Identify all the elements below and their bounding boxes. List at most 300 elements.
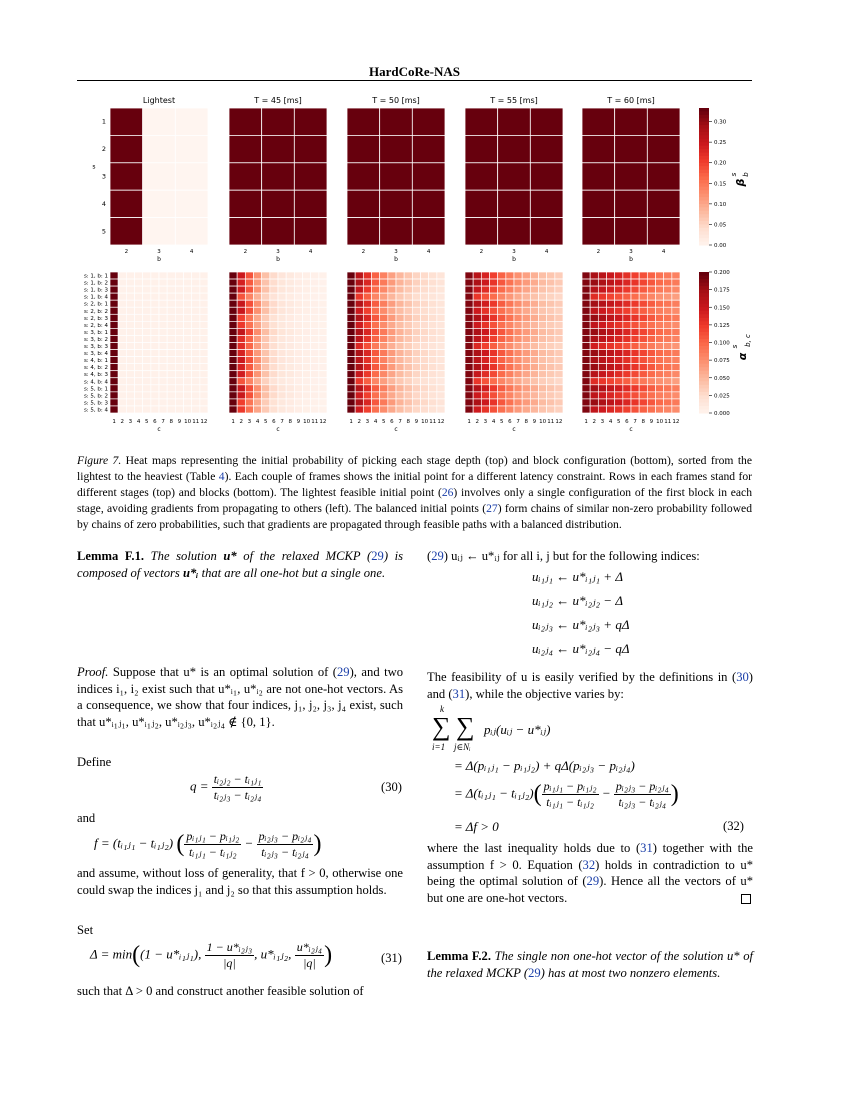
heatmap-cell bbox=[429, 364, 437, 371]
heatmap-cell bbox=[522, 385, 530, 392]
conclusion-paragraph bbox=[427, 840, 753, 906]
heatmap-cell bbox=[506, 293, 514, 300]
heatmap-cell bbox=[539, 300, 547, 307]
heatmap-cell bbox=[245, 343, 253, 350]
colorbar-segment bbox=[699, 108, 709, 112]
y-tick-label: s: 5, b: 1 bbox=[83, 386, 108, 393]
ref-table-4[interactable]: 4 bbox=[218, 470, 225, 483]
heatmap-cell bbox=[547, 286, 555, 293]
heatmap-cell bbox=[656, 307, 664, 314]
heatmap-cell bbox=[429, 399, 437, 406]
heatmap-cell bbox=[547, 364, 555, 371]
heatmap-cell bbox=[355, 378, 363, 385]
fraction bbox=[205, 940, 255, 971]
heatmap-cell bbox=[672, 335, 680, 342]
heatmap-cell bbox=[615, 343, 623, 350]
heatmap-cell bbox=[319, 406, 327, 413]
heatmap-cell bbox=[159, 350, 167, 357]
heatmap-cell bbox=[514, 364, 522, 371]
heatmap-cell bbox=[547, 321, 555, 328]
heatmap-cell bbox=[167, 279, 175, 286]
heatmap-cell bbox=[347, 279, 355, 286]
heatmap-cell bbox=[380, 406, 388, 413]
ref-eq-31[interactable]: 31 bbox=[640, 841, 653, 855]
heatmap-cell bbox=[380, 392, 388, 399]
heatmap-cell bbox=[547, 378, 555, 385]
heatmap-cell bbox=[143, 314, 151, 321]
lemma-title: Lemma F.2. bbox=[427, 949, 492, 963]
heatmap-cell bbox=[598, 293, 606, 300]
heatmap-cell bbox=[672, 399, 680, 406]
heatmap-cell bbox=[530, 314, 538, 321]
heatmap-cell bbox=[278, 307, 286, 314]
heatmap-cell bbox=[514, 357, 522, 364]
heatmap-cell bbox=[590, 321, 598, 328]
heatmap-cell bbox=[656, 328, 664, 335]
heatmap-cell bbox=[245, 392, 253, 399]
heatmap-cell bbox=[286, 335, 294, 342]
ref-eq-27[interactable]: 27 bbox=[486, 502, 498, 515]
x-axis-label: b bbox=[276, 256, 280, 263]
ref-eq-29[interactable]: 29 bbox=[371, 549, 384, 563]
eq-number-32: (32) bbox=[723, 819, 744, 833]
heatmap-cell bbox=[672, 343, 680, 350]
heatmap-cell bbox=[262, 135, 295, 162]
heatmap-cell bbox=[396, 300, 404, 307]
heatmap-cell bbox=[514, 378, 522, 385]
colorbar-segment bbox=[699, 190, 709, 194]
heatmap-cell bbox=[490, 406, 498, 413]
heatmap-cell bbox=[278, 328, 286, 335]
heatmap-cell bbox=[151, 378, 159, 385]
heatmap-cell bbox=[380, 190, 413, 217]
x-tick-label: 2 bbox=[124, 249, 129, 255]
heatmap-cell bbox=[347, 335, 355, 342]
heatmap-cell bbox=[590, 328, 598, 335]
heatmap-cell bbox=[135, 272, 143, 279]
heatmap-cell bbox=[473, 272, 481, 279]
colorbar-segment bbox=[699, 318, 709, 322]
y-tick-label: 2 bbox=[101, 145, 106, 154]
heatmap-cell bbox=[254, 364, 262, 371]
heatmap-cell bbox=[229, 218, 262, 245]
heatmap-cell bbox=[522, 307, 530, 314]
heatmap-cell bbox=[126, 406, 134, 413]
heatmap-cell bbox=[245, 272, 253, 279]
heatmap-cell bbox=[582, 163, 615, 190]
heatmap-cell bbox=[664, 406, 672, 413]
heatmap-cell bbox=[175, 335, 183, 342]
colorbar-tick-label: 0.15 bbox=[714, 181, 727, 188]
heatmap-cell bbox=[539, 328, 547, 335]
heatmap-cell bbox=[143, 293, 151, 300]
heatmap-cell bbox=[522, 371, 530, 378]
heatmap-cell bbox=[118, 385, 126, 392]
heatmap-cell bbox=[319, 293, 327, 300]
heatmap-cell bbox=[639, 385, 647, 392]
heatmap-cell bbox=[151, 335, 159, 342]
heatmap-cell bbox=[514, 371, 522, 378]
heatmap-cell bbox=[135, 307, 143, 314]
heatmap-cell bbox=[530, 392, 538, 399]
heatmap-cell bbox=[311, 399, 319, 406]
colorbar-segment bbox=[699, 325, 709, 329]
x-axis-label: c bbox=[629, 426, 633, 433]
heatmap-cell bbox=[167, 272, 175, 279]
heatmap-cell bbox=[229, 321, 237, 328]
colorbar-tick-label: 0.050 bbox=[714, 375, 730, 382]
heatmap-cell bbox=[631, 350, 639, 357]
y-axis-label: s bbox=[92, 163, 96, 171]
heatmap-cell bbox=[159, 328, 167, 335]
heatmap-cell bbox=[582, 378, 590, 385]
heatmap-cell bbox=[245, 357, 253, 364]
heatmap-cell bbox=[530, 399, 538, 406]
eq-lhs: Δ = min bbox=[90, 946, 133, 962]
heatmap-cell bbox=[254, 286, 262, 293]
colorbar-segment bbox=[699, 290, 709, 294]
heatmap-cell bbox=[631, 286, 639, 293]
heatmap-cell bbox=[664, 321, 672, 328]
heatmap-cell bbox=[615, 328, 623, 335]
heatmap-cell bbox=[311, 335, 319, 342]
heatmap-cell bbox=[294, 314, 302, 321]
heatmap-cell bbox=[429, 300, 437, 307]
colorbar-segment bbox=[699, 283, 709, 287]
ref-eq-30[interactable]: 30 bbox=[736, 670, 749, 684]
heatmap-cell bbox=[547, 385, 555, 392]
heatmap-cell bbox=[278, 378, 286, 385]
heatmap-cell bbox=[514, 399, 522, 406]
heatmap-cell bbox=[672, 385, 680, 392]
heatmap-cell bbox=[229, 406, 237, 413]
heatmap-cell bbox=[388, 300, 396, 307]
x-tick-label: 9 bbox=[296, 419, 301, 425]
heatmap-cell bbox=[278, 399, 286, 406]
heatmap-cell bbox=[539, 371, 547, 378]
heatmap-cell bbox=[481, 335, 489, 342]
colorbar-label: α bbox=[736, 352, 749, 361]
heatmap-cell bbox=[380, 399, 388, 406]
colorbar-segment bbox=[699, 293, 709, 297]
x-tick-label: 4 bbox=[308, 249, 313, 255]
heatmap-cell bbox=[192, 378, 200, 385]
heatmap-cell bbox=[229, 385, 237, 392]
heatmap-cell bbox=[254, 350, 262, 357]
heatmap-cell bbox=[192, 279, 200, 286]
heatmap-cell bbox=[598, 364, 606, 371]
heatmap-cell bbox=[465, 218, 498, 245]
heatmap-cell bbox=[167, 343, 175, 350]
ref-eq-31[interactable]: 31 bbox=[452, 686, 466, 701]
heatmap-cell bbox=[437, 293, 445, 300]
heatmap-cell bbox=[200, 343, 208, 350]
heatmap-cell bbox=[151, 350, 159, 357]
heatmap-cell bbox=[237, 335, 245, 342]
heatmap-cell bbox=[647, 272, 655, 279]
heatmap-cell bbox=[311, 406, 319, 413]
heatmap-cell bbox=[286, 378, 294, 385]
heatmap-cell bbox=[522, 272, 530, 279]
heatmap-cell bbox=[355, 357, 363, 364]
heatmap-cell bbox=[278, 321, 286, 328]
x-tick-label: 10 bbox=[421, 419, 429, 425]
heatmap-cell bbox=[396, 272, 404, 279]
concl-text: ). Hence all the vectors of u* but one are one-hot vectors. bbox=[427, 874, 753, 905]
heatmap-cell bbox=[143, 321, 151, 328]
colorbar-segment bbox=[699, 297, 709, 301]
heatmap-cell bbox=[372, 321, 380, 328]
heatmap-cell bbox=[388, 357, 396, 364]
heatmap-cell bbox=[547, 371, 555, 378]
heatmap-cell bbox=[647, 108, 680, 135]
heatmap-cell bbox=[118, 392, 126, 399]
heatmap-cell bbox=[118, 350, 126, 357]
heatmap-cell bbox=[143, 328, 151, 335]
heatmap-cell bbox=[465, 350, 473, 357]
heatmap-cell bbox=[506, 357, 514, 364]
heatmap-cell bbox=[514, 392, 522, 399]
denominator: |q| bbox=[303, 956, 316, 970]
heatmap-cell bbox=[347, 385, 355, 392]
x-tick-label: 4 bbox=[373, 419, 378, 425]
heatmap-cell bbox=[481, 406, 489, 413]
heatmap-cell bbox=[175, 314, 183, 321]
colorbar-segment bbox=[699, 173, 709, 177]
x-tick-label: 1 bbox=[584, 419, 588, 425]
heatmap-cell bbox=[631, 406, 639, 413]
colorbar-segment bbox=[699, 357, 709, 361]
heatmap-cell bbox=[167, 364, 175, 371]
heatmap-cell bbox=[110, 385, 118, 392]
heatmap-cell bbox=[372, 307, 380, 314]
heatmap-cell bbox=[135, 364, 143, 371]
heatmap-cell bbox=[126, 350, 134, 357]
heatmap-cell bbox=[184, 314, 192, 321]
heatmap-cell bbox=[631, 378, 639, 385]
heatmap-cell bbox=[404, 385, 412, 392]
heatmap-cell bbox=[126, 371, 134, 378]
heatmap-cell bbox=[412, 272, 420, 279]
heatmap-cell bbox=[229, 357, 237, 364]
heatmap-cell bbox=[473, 357, 481, 364]
heatmap-cell bbox=[522, 364, 530, 371]
heatmap-cell bbox=[506, 406, 514, 413]
x-axis-label: b bbox=[629, 256, 633, 263]
heatmap-cell bbox=[490, 272, 498, 279]
heatmap-cell bbox=[380, 328, 388, 335]
heatmap-cell bbox=[200, 357, 208, 364]
heatmap-cell bbox=[555, 300, 563, 307]
heatmap-cell bbox=[175, 272, 183, 279]
construct-body: ) uᵢⱼ ← u*ᵢⱼ for all i, j but for the following indices: bbox=[443, 549, 700, 563]
heatmap-cell bbox=[294, 135, 327, 162]
heatmap-cell bbox=[388, 286, 396, 293]
x-tick-label: 2 bbox=[479, 249, 484, 255]
heatmap-cell bbox=[278, 314, 286, 321]
heatmap-cell bbox=[159, 279, 167, 286]
ref-eq-29[interactable]: 29 bbox=[528, 965, 541, 980]
heatmap-cell bbox=[254, 321, 262, 328]
heatmap-cell bbox=[135, 279, 143, 286]
heatmap-cell bbox=[159, 307, 167, 314]
heatmap-cell bbox=[192, 392, 200, 399]
heatmap-cell bbox=[200, 321, 208, 328]
heatmap-cell bbox=[615, 392, 623, 399]
heatmap-cell bbox=[647, 314, 655, 321]
heatmap-cell bbox=[590, 364, 598, 371]
heatmap-cell bbox=[175, 364, 183, 371]
heatmap-cell bbox=[319, 314, 327, 321]
heatmap-cell bbox=[539, 350, 547, 357]
ref-eq-32[interactable]: 32 bbox=[582, 857, 596, 872]
heatmap-cell bbox=[582, 321, 590, 328]
heatmap-cell bbox=[582, 406, 590, 413]
heatmap-cell bbox=[388, 328, 396, 335]
heatmap-cell bbox=[437, 364, 445, 371]
heatmap-cell bbox=[664, 335, 672, 342]
heatmap-cell bbox=[490, 350, 498, 357]
heatmap-cell bbox=[607, 293, 615, 300]
heatmap-cell bbox=[192, 300, 200, 307]
heatmap-cell bbox=[286, 314, 294, 321]
heatmap-cell bbox=[118, 321, 126, 328]
concl-text: where the last inequality holds due to ( bbox=[427, 841, 641, 855]
heatmap-cell bbox=[270, 364, 278, 371]
heatmap-cell bbox=[363, 293, 371, 300]
heatmap-cell bbox=[278, 335, 286, 342]
heatmap-cell bbox=[229, 378, 237, 385]
heatmap-cell bbox=[647, 286, 655, 293]
heatmap-cell bbox=[590, 350, 598, 357]
heatmap-cell bbox=[473, 307, 481, 314]
heatmap-cell bbox=[506, 371, 514, 378]
heatmap-cell bbox=[355, 350, 363, 357]
heatmap-cell bbox=[151, 357, 159, 364]
heatmap-cell bbox=[237, 328, 245, 335]
heatmap-cell bbox=[607, 406, 615, 413]
heatmap-cell bbox=[355, 343, 363, 350]
heatmap-cell bbox=[664, 357, 672, 364]
heatmap-cell bbox=[355, 392, 363, 399]
heatmap-cell bbox=[530, 335, 538, 342]
heatmap-cell bbox=[465, 364, 473, 371]
heatmap-cell bbox=[294, 279, 302, 286]
x-tick-label: 6 bbox=[390, 419, 394, 425]
colorbar-segment bbox=[699, 129, 709, 133]
heatmap-cell bbox=[151, 279, 159, 286]
heatmap-cell bbox=[355, 335, 363, 342]
heatmap-cell bbox=[110, 218, 143, 245]
heatmap-cell bbox=[437, 357, 445, 364]
heatmap-cell bbox=[437, 343, 445, 350]
colorbar-label-sub: b, c bbox=[744, 334, 752, 347]
ref-eq-29[interactable]: 29 bbox=[586, 874, 600, 888]
heatmap-cell bbox=[118, 335, 126, 342]
heatmap-cell bbox=[363, 307, 371, 314]
heatmap-cell bbox=[530, 286, 538, 293]
sum-sign: ∑ bbox=[432, 712, 451, 741]
heatmap-cell bbox=[498, 293, 506, 300]
heatmap-cell bbox=[237, 279, 245, 286]
heatmap-cell bbox=[200, 279, 208, 286]
heatmap-cell bbox=[672, 314, 680, 321]
heatmap-cell bbox=[311, 272, 319, 279]
heatmap-cell bbox=[647, 279, 655, 286]
heatmap-cell bbox=[143, 335, 151, 342]
heatmap-cell bbox=[319, 279, 327, 286]
heatmap-cell bbox=[143, 399, 151, 406]
heatmap-cell bbox=[380, 335, 388, 342]
heatmap-cell bbox=[372, 328, 380, 335]
colorbar-segment bbox=[699, 367, 709, 371]
heatmap-cell bbox=[547, 335, 555, 342]
heatmap-cell bbox=[623, 378, 631, 385]
heatmap-cell bbox=[421, 314, 429, 321]
heatmap-cell bbox=[429, 385, 437, 392]
heatmap-cell bbox=[126, 272, 134, 279]
ref-eq-29[interactable]: 29 bbox=[337, 665, 350, 679]
paren-close: ) bbox=[313, 831, 322, 857]
heatmap-cell bbox=[363, 350, 371, 357]
heatmap-cell bbox=[278, 279, 286, 286]
heatmap-cell bbox=[539, 321, 547, 328]
heatmap-cell bbox=[110, 163, 143, 190]
heatmap-cell bbox=[437, 350, 445, 357]
heatmap-cell bbox=[363, 385, 371, 392]
heatmap-cell bbox=[184, 357, 192, 364]
denominator: tᵢ₁ⱼ₁ − tᵢ₁ⱼ₂ bbox=[546, 795, 594, 809]
ref-eq-29[interactable]: 29 bbox=[431, 549, 444, 563]
heatmap-cell bbox=[656, 392, 664, 399]
heatmap-cell bbox=[278, 371, 286, 378]
heatmap-cell bbox=[421, 343, 429, 350]
ref-eq-26[interactable]: 26 bbox=[441, 486, 454, 499]
heatmap-cell bbox=[167, 350, 175, 357]
caption-text: ) involves only a single configuration of the first block in each stage, avoiding gradients from propagating to others (left). The balanced initial points ( bbox=[77, 486, 752, 515]
heatmap-cell bbox=[607, 286, 615, 293]
heatmap-cell bbox=[135, 321, 143, 328]
fraction bbox=[184, 829, 241, 860]
heatmap-cell bbox=[110, 357, 118, 364]
heatmap-cell bbox=[412, 293, 420, 300]
heatmap-cell bbox=[607, 328, 615, 335]
colorbar-segment bbox=[699, 395, 709, 399]
heatmap-cell bbox=[294, 286, 302, 293]
heatmap-cell bbox=[143, 272, 151, 279]
heatmap-cell bbox=[286, 279, 294, 286]
heatmap-cell bbox=[514, 328, 522, 335]
heatmap-cell bbox=[490, 328, 498, 335]
assume-paragraph: and assume, without loss of generality, that f > 0, otherwise one could swap the indices j₁ and j₂ so that this assumption holds. bbox=[77, 866, 403, 897]
heatmap-cell bbox=[498, 108, 531, 135]
heatmap-cell bbox=[465, 406, 473, 413]
x-tick-label: 2 bbox=[357, 419, 361, 425]
heatmap-cell bbox=[167, 286, 175, 293]
heatmap-cell bbox=[347, 218, 380, 245]
x-axis-label: b bbox=[512, 256, 516, 263]
heatmap-cell bbox=[372, 392, 380, 399]
heatmap-cell bbox=[167, 385, 175, 392]
heatmap-cell bbox=[184, 300, 192, 307]
heatmap-cell bbox=[631, 371, 639, 378]
heatmap-cell bbox=[639, 314, 647, 321]
heatmap-cell bbox=[530, 190, 563, 217]
heatmap-cell bbox=[151, 272, 159, 279]
heatmap-cell bbox=[388, 371, 396, 378]
heatmap-cell bbox=[167, 300, 175, 307]
heatmap-cell bbox=[303, 279, 311, 286]
